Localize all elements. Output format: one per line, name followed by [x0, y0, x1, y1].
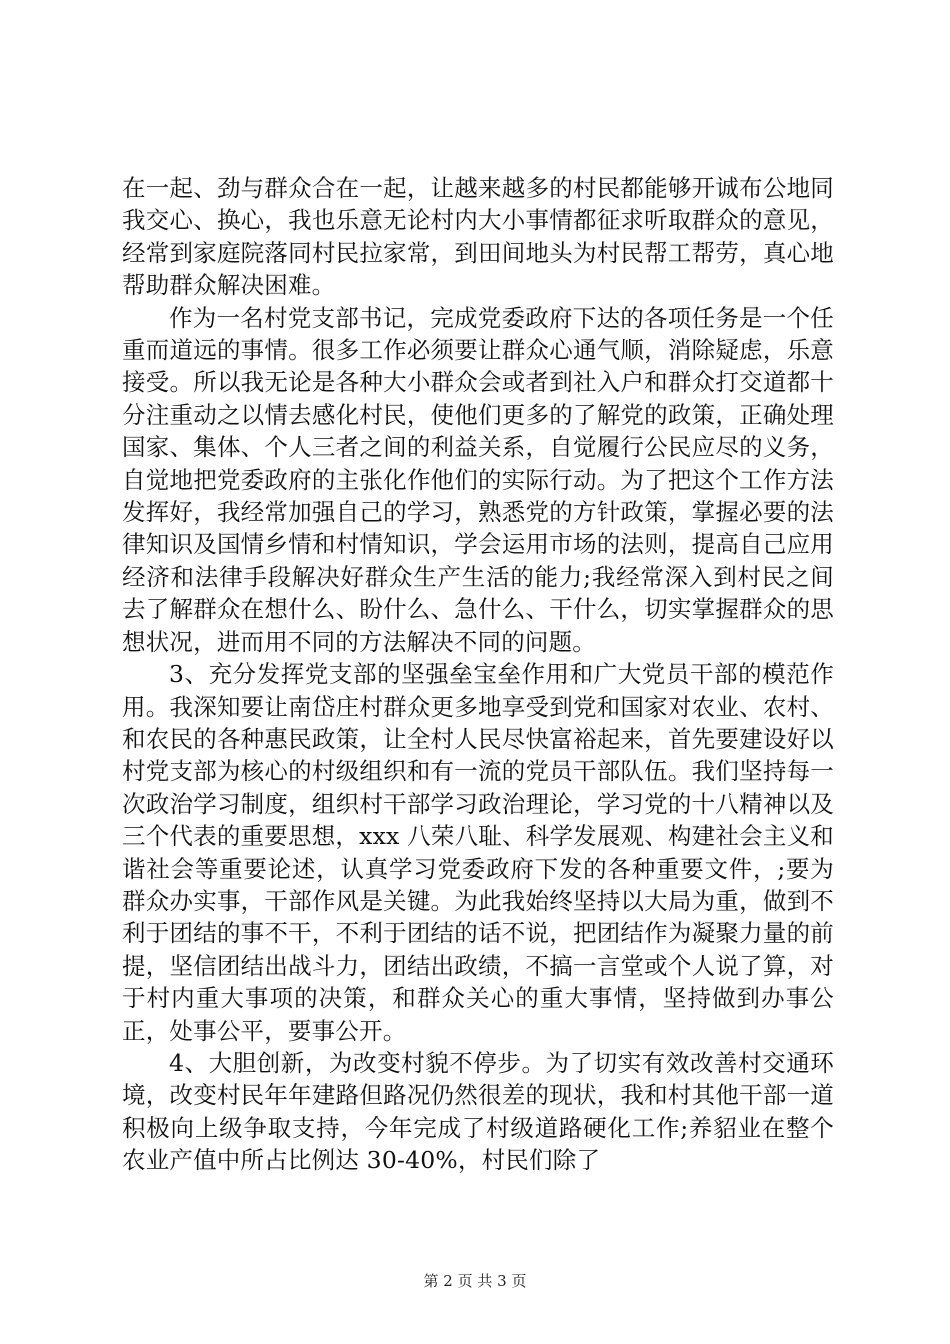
paragraph-item-3: 3、充分发挥党支部的坚强垒宝垒作用和广大党员干部的模范作用。我深知要让南岱庄村群众更多地享受到党和国家对农业、农村、和农民的各种惠民政策，让全村人民尽快富裕起来，首先要建设好以村党支部为核心的村级组织和有一流的党员干部队伍。我们坚持每一次政治学习制度，组织村干部学习政治理论，学习党的十八精神以及三个代表的重要思想，xxx 八荣八耻、科学发展观、构建社会主义和谐社会等重要论述，认真学习党委政府下发的各种重要文件，;要为群众办实事，干部作风是关键。为此我始终坚持以大局为重，做到不利于团结的事不干，不利于团结的话不说，把团结作为凝聚力量的前提，坚信团结出战斗力，团结出政绩，不搞一言堂或个人说了算，对于村内重大事项的决策，和群众关心的重大事情，坚持做到办事公正，处事公平，要事公开。	[122, 660, 834, 1045]
paragraph-continuation: 在一起、劲与群众合在一起，让越来越多的村民都能够开诚布公地同我交心、换心，我也乐意无论村内大小事情都征求听取群众的意见，经常到家庭院落同村民拉家常，到田间地头为村民帮工帮劳，真心地帮助群众解决困难。	[122, 174, 834, 300]
paragraph-item-4: 4、大胆创新，为改变村貌不停步。为了切实有效改善村交通环境，改变村民年年建路但路况仍然很差的现状，我和村其他干部一道积极向上级争取支持，今年完成了村级道路硬化工作;养貂业在整个农业产值中所占比例达 30-40%，村民们除了	[122, 1048, 834, 1175]
page-number-footer: 第 2 页 共 3 页	[423, 1272, 527, 1290]
document-body	[122, 172, 834, 1177]
paragraph-party-secretary-duties: 作为一名村党支部书记，完成党委政府下达的各项任务是一个任重而道远的事情。很多工作必须要让群众心通气顺，消除疑虑，乐意接受。所以我无论是各种大小群众会或者到社入户和群众打交道都十分注重动之以情去感化村民，使他们更多的了解党的政策，正确处理国家、集体、个人三者之间的利益关系，自觉履行公民应尽的义务，自觉地把党委政府的主张化作他们的实际行动。为了把这个工作方法发挥好，我经常加强自己的学习，熟悉党的方针政策，掌握必要的法律知识及国情乡情和村情知识，学会运用市场的法则，提高自己应用经济和法律手段解决好群众生产生活的能力;我经常深入到村民之间去了解群众在想什么、盼什么、急什么、干什么，切实掌握群众的思想状况，进而用不同的方法解决不同的问题。	[122, 303, 834, 656]
